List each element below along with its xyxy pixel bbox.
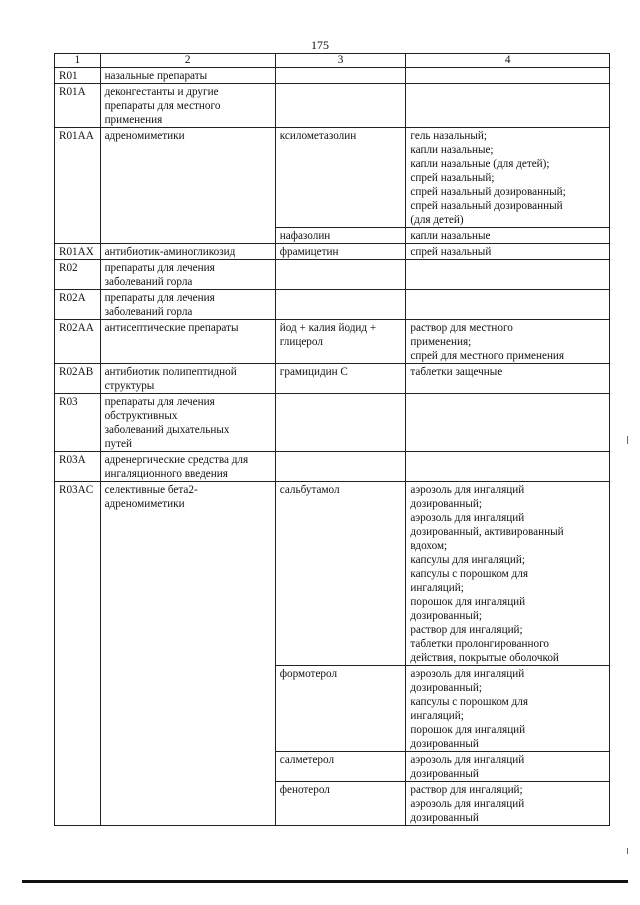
drug-name-cell <box>275 320 406 364</box>
dosage-form-cell <box>406 482 610 666</box>
drug-name-cell-text: фенотерол <box>279 784 330 796</box>
medication-table <box>54 53 610 826</box>
group-name-cell-text: адренергические средства для ингаляционного введения <box>104 454 249 480</box>
dosage-form-cell <box>406 128 610 228</box>
atc-code-cell <box>55 290 101 320</box>
bottom-rule <box>22 880 628 883</box>
drug-name-cell <box>275 260 406 290</box>
header-col-1: 1 <box>55 54 101 68</box>
group-name-cell <box>100 320 275 364</box>
table-row <box>55 394 610 452</box>
group-name-cell-text: селективные бета2- адреномиметики <box>104 484 198 510</box>
drug-name-cell <box>275 84 406 128</box>
group-name-cell-text: антисептические препараты <box>104 322 239 334</box>
group-name-cell-text: препараты для лечения заболеваний горла <box>104 292 215 318</box>
group-name-cell-text: назальные препараты <box>104 70 208 82</box>
group-name-cell-text: адреномиметики <box>104 130 185 142</box>
header-col-3: 3 <box>275 54 406 68</box>
atc-code-cell-text: R02AB <box>59 366 94 378</box>
group-name-cell <box>100 260 275 290</box>
drug-name-cell <box>275 290 406 320</box>
table-row <box>55 364 610 394</box>
header-col-4: 4 <box>406 54 610 68</box>
drug-name-cell-text: ксилометазолин <box>279 130 357 142</box>
atc-code-cell-text: R02 <box>59 262 78 274</box>
drug-name-cell <box>275 68 406 84</box>
atc-code-cell <box>55 394 101 452</box>
table-row <box>55 260 610 290</box>
dosage-form-cell <box>406 452 610 482</box>
group-name-cell <box>100 452 275 482</box>
atc-code-cell <box>55 128 101 244</box>
atc-code-cell-text: R01 <box>59 70 78 82</box>
dosage-form-cell <box>406 244 610 260</box>
dosage-form-cell-text: капли назальные <box>410 230 491 242</box>
dosage-form-cell <box>406 666 610 752</box>
drug-name-cell <box>275 364 406 394</box>
page-number: 175 <box>311 38 329 52</box>
dosage-form-cell <box>406 320 610 364</box>
atc-code-cell <box>55 84 101 128</box>
dosage-form-cell <box>406 782 610 826</box>
table-header <box>55 54 610 68</box>
table-row <box>55 244 610 260</box>
dosage-form-cell <box>406 752 610 782</box>
header-row <box>55 54 610 68</box>
dosage-form-cell-text: спрей назальный <box>410 246 492 258</box>
dosage-form-cell <box>406 364 610 394</box>
table-row <box>55 290 610 320</box>
drug-name-cell-text: йод + калия йодид + глицерол <box>279 322 377 348</box>
group-name-cell <box>100 84 275 128</box>
dosage-form-cell <box>406 394 610 452</box>
group-name-cell <box>100 394 275 452</box>
group-name-cell-text: препараты для лечения обструктивных заболеваний дыхательных путей <box>104 396 230 450</box>
group-name-cell-text: антибиотик полипептидной структуры <box>104 366 237 392</box>
dosage-form-cell-text: аэрозоль для ингаляций дозированный <box>410 754 525 780</box>
drug-name-cell-text: нафазолин <box>279 230 331 242</box>
drug-name-cell <box>275 782 406 826</box>
group-name-cell <box>100 68 275 84</box>
group-name-cell <box>100 482 275 826</box>
dosage-form-cell <box>406 68 610 84</box>
atc-code-cell-text: R01AX <box>59 246 94 258</box>
atc-code-cell <box>55 452 101 482</box>
table-row <box>55 452 610 482</box>
drug-name-cell-text: формотерол <box>279 668 338 680</box>
atc-code-cell <box>55 364 101 394</box>
atc-code-cell <box>55 260 101 290</box>
drug-name-cell <box>275 128 406 228</box>
group-name-cell <box>100 128 275 244</box>
drug-name-cell-text: фрамицетин <box>279 246 339 258</box>
atc-code-cell-text: R01A <box>59 86 86 98</box>
scan-mark <box>627 436 628 444</box>
drug-name-cell <box>275 228 406 244</box>
drug-name-cell <box>275 394 406 452</box>
drug-name-cell <box>275 666 406 752</box>
atc-code-cell <box>55 482 101 826</box>
drug-name-cell-text: грамицидин С <box>279 366 348 378</box>
table-row <box>55 482 610 666</box>
group-name-cell-text: препараты для лечения заболеваний горла <box>104 262 215 288</box>
group-name-cell <box>100 290 275 320</box>
drug-name-cell-text: сальбутамол <box>279 484 340 496</box>
atc-code-cell-text: R02A <box>59 292 86 304</box>
dosage-form-cell <box>406 84 610 128</box>
group-name-cell <box>100 364 275 394</box>
dosage-form-cell <box>406 290 610 320</box>
dosage-form-cell-text: таблетки защечные <box>410 366 503 378</box>
table-row <box>55 320 610 364</box>
dosage-form-cell <box>406 228 610 244</box>
table-body <box>55 68 610 826</box>
header-col-2: 2 <box>100 54 275 68</box>
atc-code-cell-text: R01AA <box>59 130 94 142</box>
drug-name-cell <box>275 482 406 666</box>
scan-mark <box>627 848 628 854</box>
group-name-cell-text: антибиотик-аминогликозид <box>104 246 236 258</box>
dosage-form-cell-text: аэрозоль для ингаляций дозированный; аэрозоль для ингаляций дозированный, активированный вдохом; капсулы для ингаляций; капсулы с порошком для ингаляций; порошок для ингаляций дозированный; раствор для ингаляций; таблетки пролонгированного действия, покрытые оболочкой <box>410 484 564 664</box>
drug-name-cell <box>275 452 406 482</box>
atc-code-cell <box>55 244 101 260</box>
dosage-form-cell-text: раствор для ингаляций; аэрозоль для ингаляций дозированный <box>410 784 525 824</box>
table-row <box>55 84 610 128</box>
drug-name-cell <box>275 244 406 260</box>
atc-code-cell-text: R03 <box>59 396 78 408</box>
table-row <box>55 128 610 228</box>
table-row <box>55 68 610 84</box>
dosage-form-cell-text: аэрозоль для ингаляций дозированный; капсулы с порошком для ингаляций; порошок для ингаляций дозированный <box>410 668 528 750</box>
dosage-form-cell-text: гель назальный; капли назальные; капли назальные (для детей); спрей назальный; спрей назальный дозированный; спрей назальный дозированный (для детей) <box>410 130 566 226</box>
dosage-form-cell-text: раствор для местного применения; спрей для местного применения <box>410 322 565 362</box>
drug-name-cell <box>275 752 406 782</box>
atc-code-cell <box>55 68 101 84</box>
group-name-cell-text: деконгестанты и другие препараты для местного применения <box>104 86 221 126</box>
atc-code-cell-text: R03A <box>59 454 86 466</box>
atc-code-cell-text: R03AC <box>59 484 94 496</box>
drug-name-cell-text: салметерол <box>279 754 335 766</box>
atc-code-cell-text: R02AA <box>59 322 94 334</box>
atc-code-cell <box>55 320 101 364</box>
dosage-form-cell <box>406 260 610 290</box>
group-name-cell <box>100 244 275 260</box>
